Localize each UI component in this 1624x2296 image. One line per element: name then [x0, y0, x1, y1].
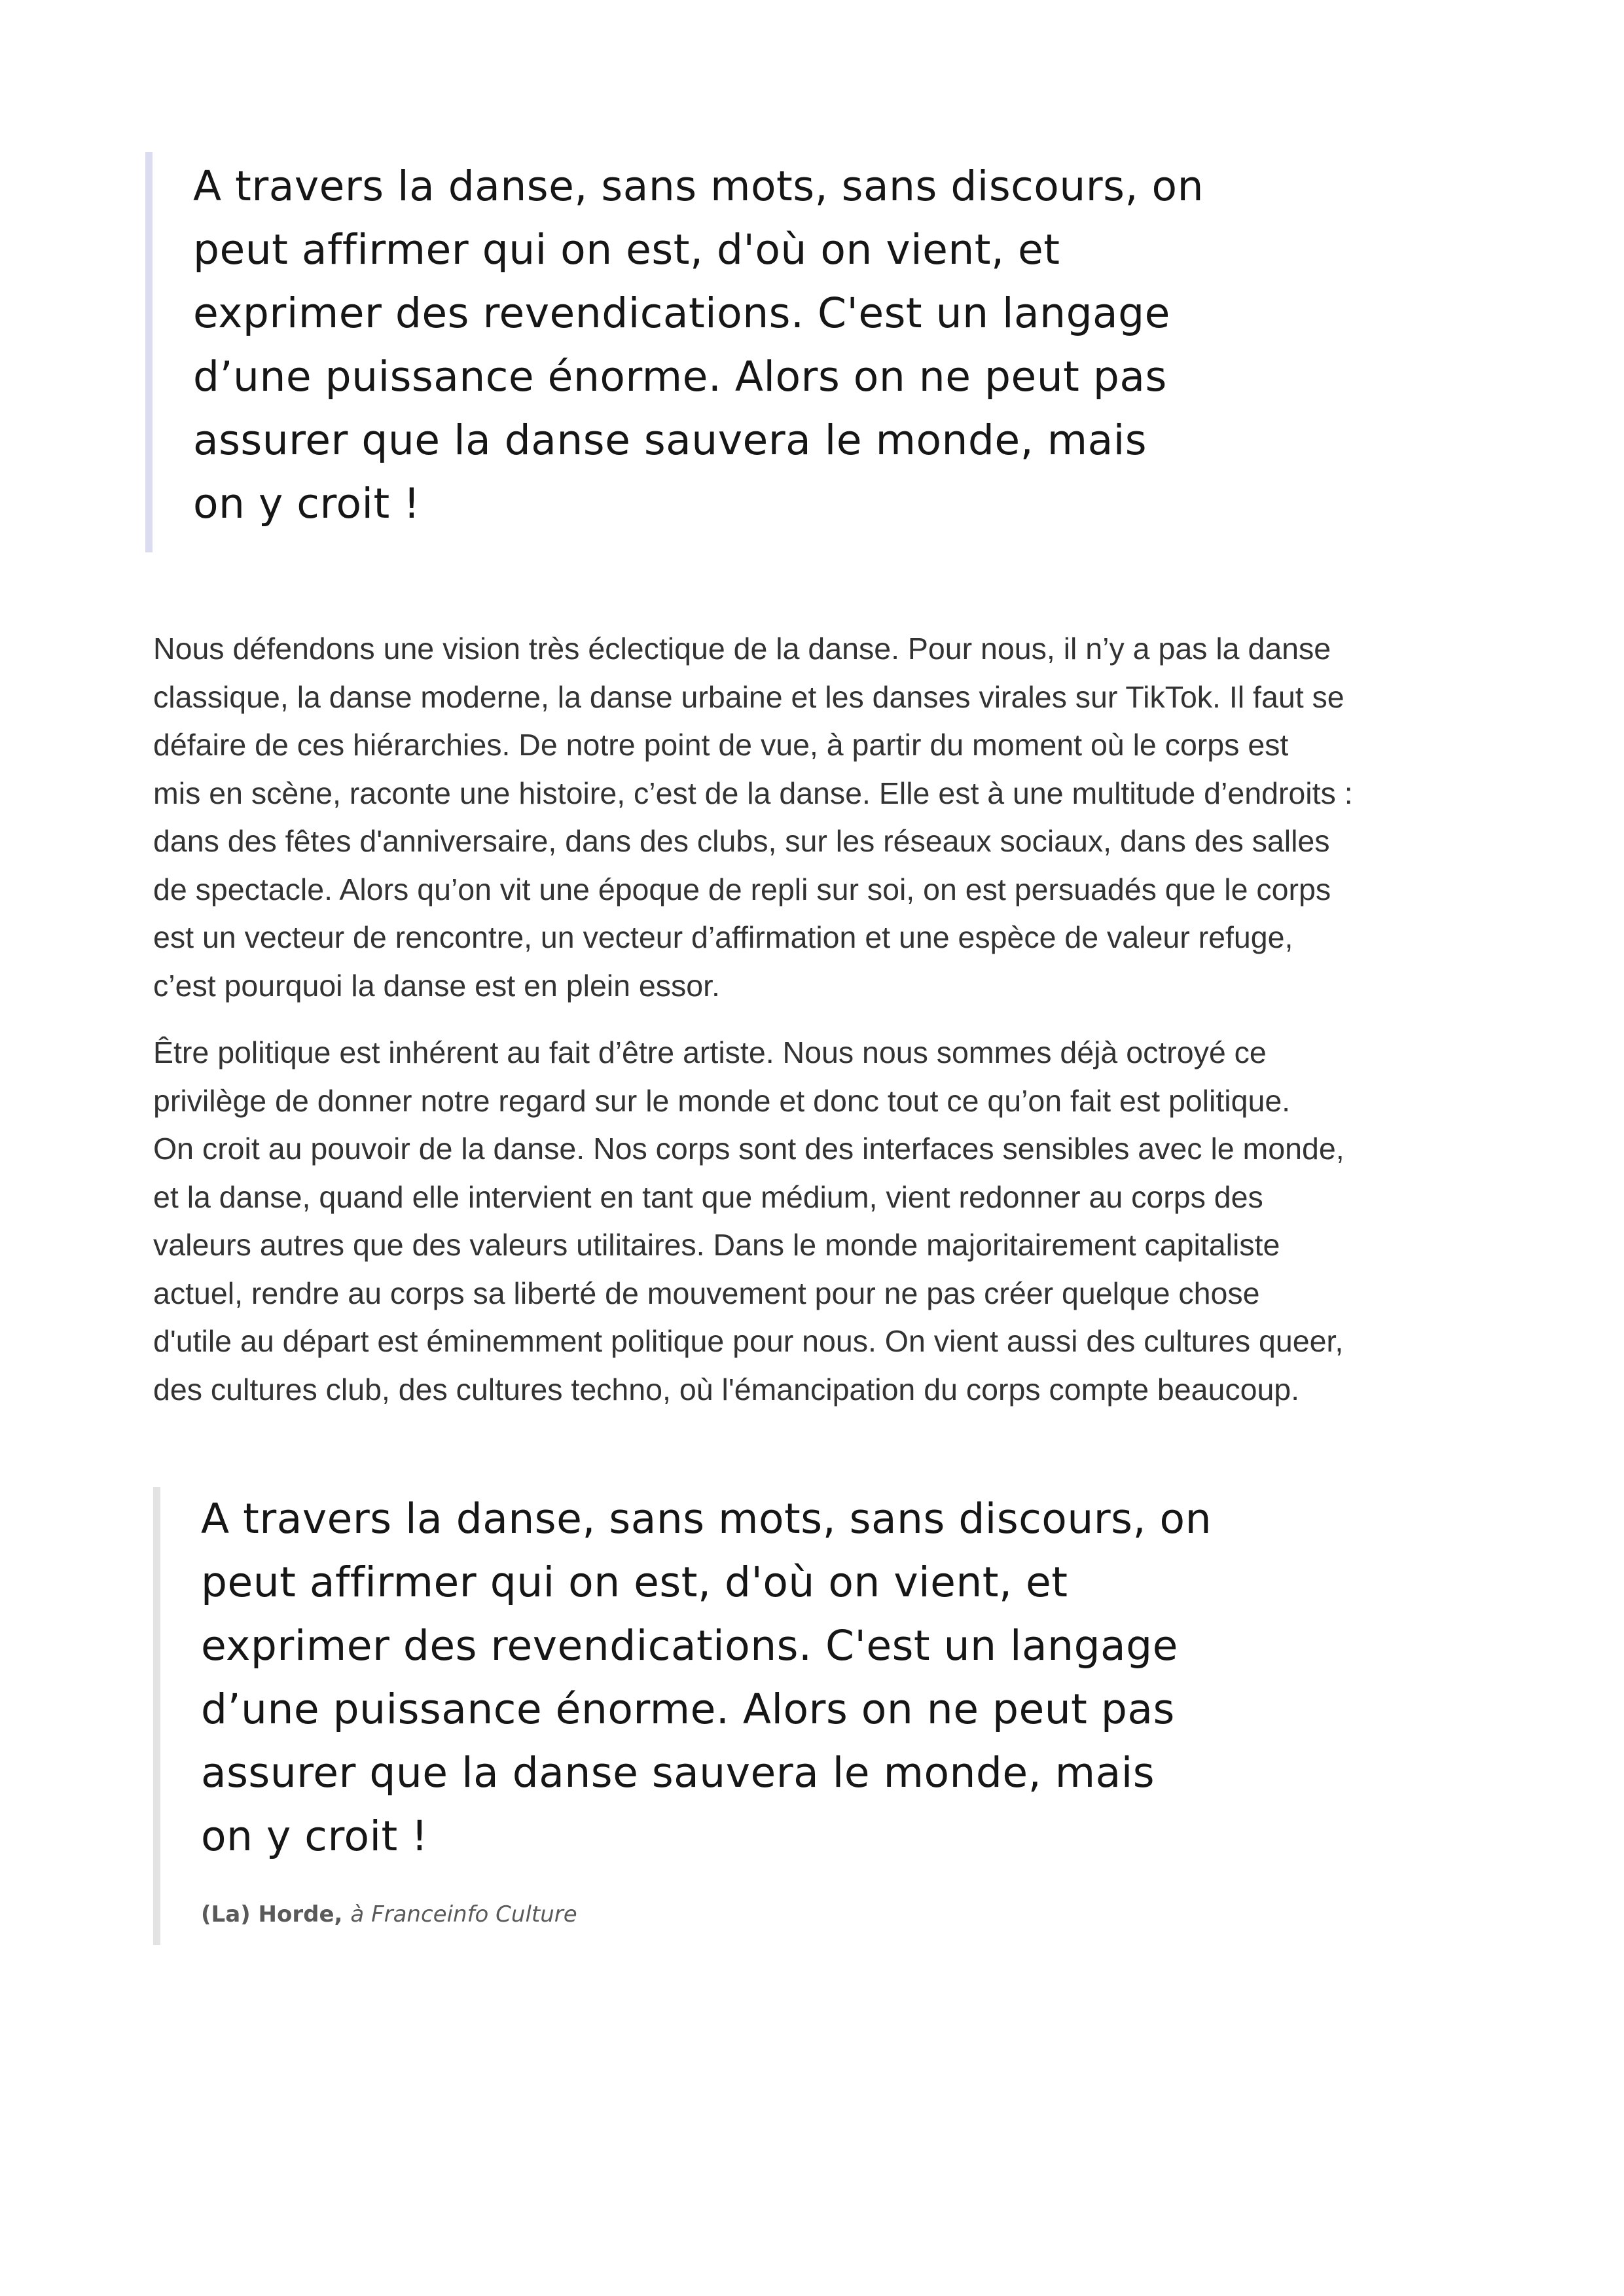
- quote-line: A travers la danse, sans mots, sans discours, on: [193, 162, 1204, 210]
- paragraph-line: d'utile au départ est éminemment politique pour nous. On vient aussi des cultures queer,: [153, 1324, 1344, 1358]
- paragraph-line: dans des fêtes d'anniversaire, dans des clubs, sur les réseaux sociaux, dans des salles: [153, 824, 1330, 858]
- pull-quote-bottom: [153, 1487, 1331, 1945]
- paragraph-line: est un vecteur de rencontre, un vecteur d’affirmation et une espèce de valeur refuge,: [153, 920, 1293, 954]
- paragraph-line: défaire de ces hiérarchies. De notre point de vue, à partir du moment où le corps est: [153, 728, 1289, 762]
- paragraph-line: classique, la danse moderne, la danse urbaine et les danses virales sur TikTok. Il faut se: [153, 679, 1344, 714]
- quote-line: assurer que la danse sauvera le monde, mais: [201, 1749, 1155, 1797]
- citation-author: (La) Horde,: [201, 1901, 343, 1928]
- paragraph-line: Nous défendons une vision très éclectique de la danse. Pour nous, il n’y a pas la danse: [153, 632, 1331, 666]
- paragraph-line: et la danse, quand elle intervient en tant que médium, vient redonner au corps des: [153, 1179, 1263, 1214]
- quote-line: on y croit !: [193, 480, 420, 528]
- quote-line: exprimer des revendications. C'est un langage: [201, 1622, 1178, 1670]
- citation-source: à Franceinfo Culture: [350, 1901, 577, 1928]
- quote-citation: [201, 1899, 1331, 1929]
- quote-line: peut affirmer qui on est, d'où on vient, et: [193, 226, 1060, 274]
- quote-line: d’une puissance énorme. Alors on ne peut pas: [193, 353, 1167, 401]
- pull-quote-text: [201, 1487, 1331, 1868]
- paragraph-line: mis en scène, raconte une histoire, c’est de la danse. Elle est à une multitude d’endroits :: [153, 776, 1353, 810]
- paragraph-line: Être politique est inhérent au fait d’être artiste. Nous nous sommes déjà octroyé ce: [153, 1035, 1267, 1069]
- paragraph-line: valeurs autres que des valeurs utilitaires. Dans le monde majoritairement capitaliste: [153, 1228, 1280, 1262]
- paragraph-line: actuel, rendre au corps sa liberté de mouvement pour ne pas créer quelque chose: [153, 1276, 1260, 1310]
- pull-quote-text: [193, 152, 1324, 535]
- quote-line: A travers la danse, sans mots, sans discours, on: [201, 1495, 1212, 1543]
- paragraph-line: c’est pourquoi la danse est en plein essor.: [153, 968, 720, 1003]
- pull-quote-top: [145, 152, 1324, 552]
- quote-line: on y croit !: [201, 1812, 428, 1860]
- paragraph-line: de spectacle. Alors qu’on vit une époque de repli sur soi, on est persuadés que le corps: [153, 872, 1331, 906]
- body-paragraph-1: [153, 625, 1515, 1010]
- quote-line: assurer que la danse sauvera le monde, mais: [193, 416, 1147, 464]
- paragraph-line: privilège de donner notre regard sur le monde et donc tout ce qu’on fait est politique.: [153, 1083, 1291, 1118]
- paragraph-line: On croit au pouvoir de la danse. Nos corps sont des interfaces sensibles avec le monde,: [153, 1132, 1344, 1166]
- body-paragraph-2: [153, 1029, 1515, 1414]
- quote-line: peut affirmer qui on est, d'où on vient, et: [201, 1558, 1068, 1606]
- quote-line: exprimer des revendications. C'est un langage: [193, 289, 1170, 337]
- quote-line: d’une puissance énorme. Alors on ne peut pas: [201, 1685, 1175, 1733]
- paragraph-line: des cultures club, des cultures techno, où l'émancipation du corps compte beaucoup.: [153, 1372, 1300, 1407]
